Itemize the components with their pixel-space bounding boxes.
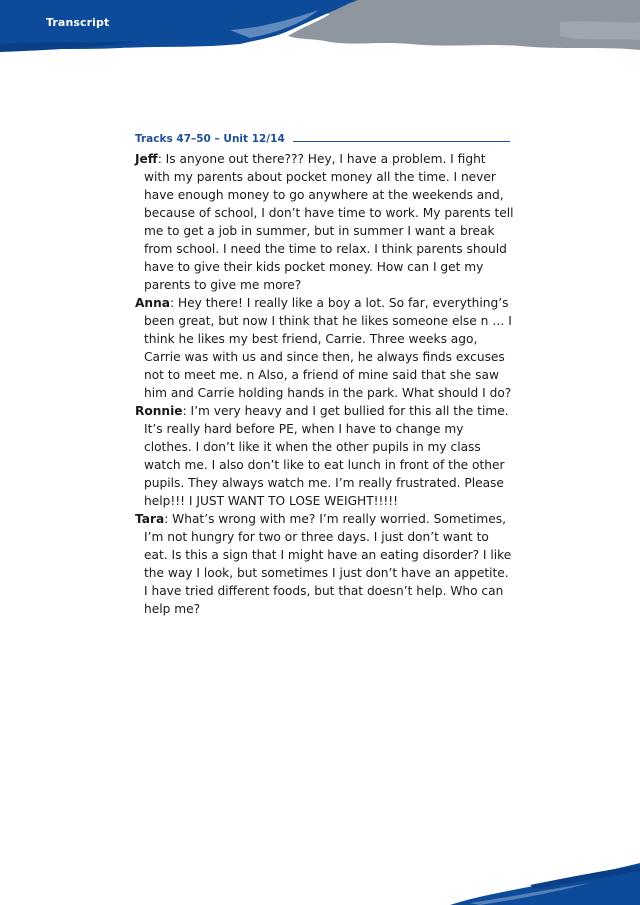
transcript-entry-anna (135, 294, 515, 402)
speaker-name: Jeff (135, 152, 158, 166)
entry-text: : I’m very heavy and I get bullied for this all the time. It’s really hard before PE, when I have to change my clothes. I don’t like it when the other pupils in my class watch me. I also don’t like to eat lunch in front of the other pupils. They always watch me. I’m really frustrated. Please help!!! I JUST WANT TO LOSE WEIGHT!!!!! (144, 404, 509, 508)
transcript-entry-tara (135, 510, 515, 618)
transcript-entry-jeff (135, 150, 515, 294)
speaker-name: Anna (135, 296, 171, 310)
transcript-body (135, 150, 515, 618)
footer-brush-decoration (440, 845, 640, 905)
track-title: Tracks 47–50 – Unit 12/14 (135, 133, 285, 145)
transcript-entry-ronnie (135, 402, 515, 510)
header-section-label: Transcript (46, 16, 110, 29)
heading-rule (293, 141, 510, 142)
speaker-name: Tara (135, 512, 165, 526)
speaker-name: Ronnie (135, 404, 183, 418)
header-brush-banner (0, 0, 640, 60)
track-heading (135, 133, 510, 145)
entry-text: : Hey there! I really like a boy a lot. So far, everything’s been great, but now I think that he likes someone else n … I think he likes my best friend, Carrie. Three weeks ago, Carrie was with us and since then, he always finds excuses not to meet me. n Also, a friend of mine said that she saw him and Carrie holding hands in the park. What should I do? (144, 296, 512, 400)
entry-text: : Is anyone out there??? Hey, I have a problem. I fight with my parents about pocket money all the time. I never have enough money to go anywhere at the weekends and, because of school, I don’t have time to work. My parents tell me to get a job in summer, but in summer I want a break from school. I need the time to relax. I think parents should have to give their kids pocket money. How can I get my parents to give me more? (144, 152, 514, 292)
entry-text: : What’s wrong with me? I’m really worried. Sometimes, I’m not hungry for two or three days. I just don’t want to eat. Is this a sign that I might have an eating disorder? I like the way I look, but sometimes I just don’t have an appetite. I have tried different foods, but that doesn’t help. Who can help me? (144, 512, 512, 616)
